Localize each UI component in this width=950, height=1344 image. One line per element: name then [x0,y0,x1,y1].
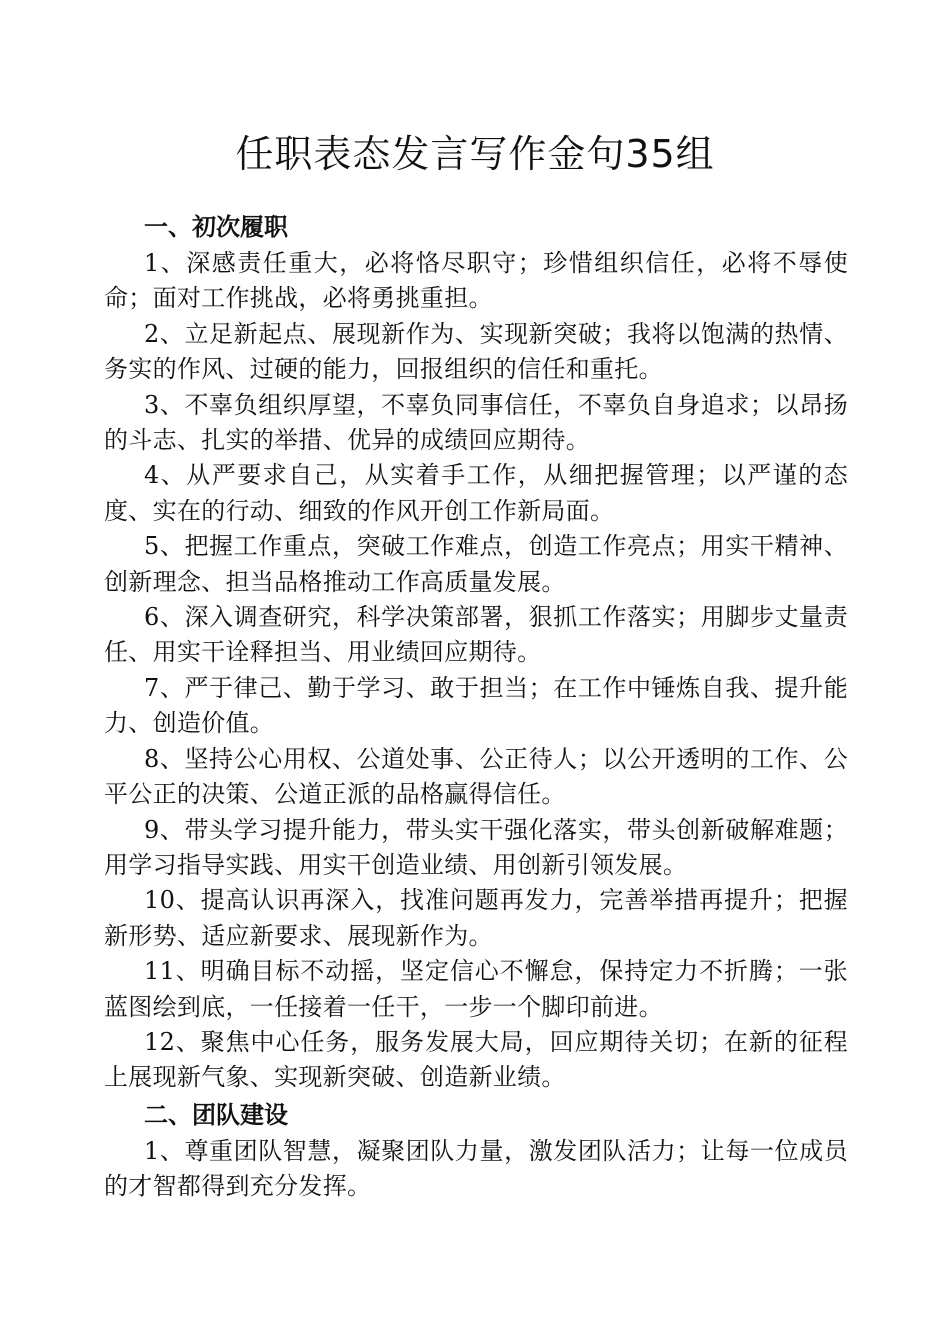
list-item: 3、不辜负组织厚望，不辜负同事信任，不辜负自身追求；以昂扬的斗志、扎实的举措、优异的成绩回应期待。 [104,390,848,455]
list-item: 12、聚焦中心任务，服务发展大局，回应期待关切；在新的征程上展现新气象、实现新突破、创造新业绩。 [104,1027,848,1092]
list-item: 9、带头学习提升能力，带头实干强化落实，带头创新破解难题；用学习指导实践、用实干创造业绩、用创新引领发展。 [104,815,848,879]
section-heading: 一、初次履职 [144,213,288,241]
section-team-building [104,1096,848,1205]
document-body [104,208,848,1205]
list-item: 11、明确目标不动摇，坚定信心不懈怠，保持定力不折腾；一张蓝图绘到底，一任接着一任干，一步一个脚印前进。 [104,957,848,1021]
list-item: 1、深感责任重大，必将恪尽职守；珍惜组织信任，必将不辱使命；面对工作挑战，必将勇挑重担。 [104,249,848,313]
list-item: 10、提高认识再深入，找准问题再发力，完善举措再提升；把握新形势、适应新要求、展现新作为。 [104,886,848,950]
list-item: 6、深入调查研究，科学决策部署，狠抓工作落实；用脚步丈量责任、用实干诠释担当、用业绩回应期待。 [104,603,848,667]
document-title: 任职表态发言写作金句35组 [235,132,715,176]
section-initial-duty [104,208,848,1096]
section-heading: 二、团队建设 [144,1100,288,1129]
list-item: 7、严于律己、勤于学习、敢于担当；在工作中锤炼自我、提升能力、创造价值。 [104,673,848,738]
list-item: 4、从严要求自己，从实着手工作，从细把握管理；以严谨的态度、实在的行动、细致的作风开创工作新局面。 [104,461,848,525]
list-item: 5、把握工作重点，突破工作难点，创造工作亮点；用实干精神、创新理念、担当品格推动工作高质量发展。 [104,532,848,596]
list-item: 8、坚持公心用权、公道处事、公正待人；以公开透明的工作、公平公正的决策、公道正派的品格赢得信任。 [104,744,848,809]
list-item: 1、尊重团队智慧，凝聚团队力量，激发团队活力；让每一位成员的才智都得到充分发挥。 [104,1136,848,1201]
list-item: 2、立足新起点、展现新作为、实现新突破；我将以饱满的热情、务实的作风、过硬的能力，回报组织的信任和重托。 [104,319,848,384]
